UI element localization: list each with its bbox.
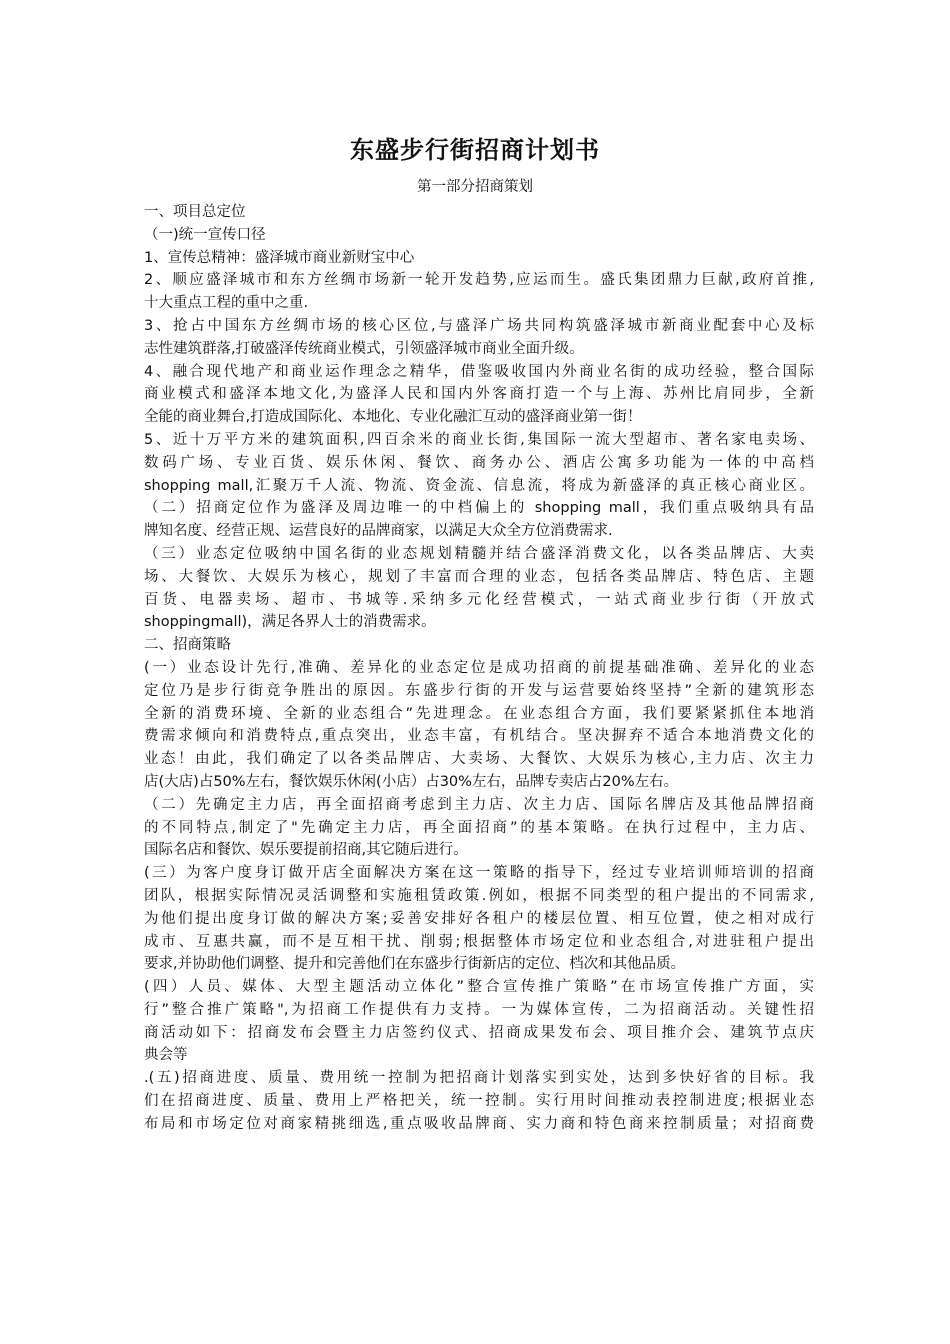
body-line: 们在招商进度、质量、费用上严格把关，统一控制。实行用时间推动表控制进度;根据业态 <box>144 1093 814 1110</box>
body-line: （一)统一宣传口径 <box>144 226 266 243</box>
body-line: （三）业态定位吸纳中国名街的业态规划精髓并结合盛泽消费文化，以各类品牌店、大卖 <box>144 545 814 562</box>
body-line: 定位乃是步行街竞争胜出的原因。东盛步行街的开发与运营要始终坚持”全新的建筑形态 <box>144 682 814 699</box>
body-line: 店(大店)占50%左右，餐饮娱乐休闲(小店）占30%左右，品牌专卖店占20%左右。 <box>144 773 679 790</box>
body-line: (一）业态设计先行,准确、差异化的业态定位是成功招商的前提基础准确、差异化的业态 <box>144 659 814 676</box>
body-line: 十大重点工程的重中之重. <box>144 295 309 312</box>
body-line: 布局和市场定位对商家精挑细选,重点吸收品牌商、实力商和特色商来控制质量；对招商费 <box>144 1115 814 1132</box>
body-line: 全新的消费环境、全新的业态组合”先进理念。在业态组合方面，我们要紧紧抓住本地消 <box>144 705 814 722</box>
body-line: 二、招商策略 <box>144 637 231 654</box>
body-line: 百货、电器卖场、超市、书城等.采纳多元化经营模式，一站式商业步行街（开放式 <box>144 591 814 608</box>
body-line: 国际名店和餐饮、娱乐要提前招商,其它随后进行。 <box>144 842 468 859</box>
body-line: 费需求倾向和消费特点,重点突出，业态丰富，有机结合。坚决摒弃不适合本地消费文化的 <box>144 728 814 745</box>
body-line: （二）先确定主力店，再全面招商考虑到主力店、次主力店、国际名牌店及其他品牌招商 <box>144 796 814 813</box>
body-line: 的不同特点,制定了"先确定主力店，再全面招商”的基本策略。在执行过程中，主力店、 <box>144 819 814 836</box>
body-line: 行”整合推广策略",为招商工作提供有力支持。一为媒体宣传，二为招商活动。关键性招 <box>144 1001 814 1018</box>
body-line: 商业模式和盛泽本地文化,为盛泽人民和国内外客商打造一个与上海、苏州比肩同步，全新 <box>144 386 814 403</box>
document-subtitle: 第一部分招商策划 <box>417 179 533 195</box>
document-title: 东盛步行街招商计划书 <box>350 135 600 164</box>
body-line: 商活动如下：招商发布会暨主力店签约仪式、招商成果发布会、项目推介会、建筑节点庆 <box>144 1024 814 1041</box>
body-line: 成市、互惠共赢，而不是互相干扰、削弱;根据整体市场定位和业态组合,对进驻租户提出 <box>144 933 814 950</box>
body-line: 4、融合现代地产和商业运作理念之精华，借鉴吸收国内外商业名街的成功经验，整合国际 <box>144 363 814 380</box>
body-line: 场、大餐饮、大娱乐为核心，规划了丰富而合理的业态，包括各类品牌店、特色店、主题 <box>144 568 814 585</box>
body-line: （二）招商定位作为盛泽及周边唯一的中档偏上的 shopping mall，我们重点吸纳具有品 <box>144 500 814 517</box>
body-line: 一、项目总定位 <box>144 204 246 220</box>
body-line: 1、宣传总精神：盛泽城市商业新财宝中心 <box>144 249 415 266</box>
body-line: shoppingmall)，满足各界人士的消费需求。 <box>144 614 436 631</box>
document-body <box>144 201 814 1136</box>
body-line: (四）人员、媒体、大型主题活动立体化”整合宣传推广策略”在市场宣传推广方面，实 <box>144 979 814 996</box>
body-line: 要求,并协助他们调整、提升和完善他们在东盛步行街新店的定位、档次和其他品质。 <box>144 956 686 973</box>
body-line: 牌知名度、经营正规、运营良好的品牌商家，以满足大众全方位消费需求. <box>144 523 613 540</box>
body-line: 数码广场、专业百货、娱乐休闲、餐饮、商务办公、酒店公寓多功能为一体的中高档 <box>144 454 814 471</box>
body-line: 团队，根据实际情况灵活调整和实施租赁政策.例如，根据不同类型的租户提出的不同需求, <box>144 887 814 904</box>
body-line: 2、顺应盛泽城市和东方丝绸市场新一轮开发趋势,应运而生。盛氏集团鼎力巨献,政府首推, <box>144 272 814 289</box>
body-line: 3、抢占中国东方丝绸市场的核心区位,与盛泽广场共同构筑盛泽城市新商业配套中心及标 <box>144 317 814 334</box>
body-line: shopping mall,汇聚万千人流、物流、资金流、信息流，将成为新盛泽的真正核心商业区。 <box>144 477 814 494</box>
body-line: (三）为客户度身订做开店全面解决方案在这一策略的指导下，经过专业培训师培训的招商 <box>144 865 814 882</box>
body-line: 为他们提出度身订做的解决方案;妥善安排好各租户的楼层位置、相互位置，使之相对成行 <box>144 910 814 927</box>
body-line: 5、近十万平方米的建筑面积,四百余米的商业长街,集国际一流大型超市、著名家电卖场、 <box>144 431 814 448</box>
body-line: 全能的商业舞台,打造成国际化、本地化、专业化融汇互动的盛泽商业第一街！ <box>144 409 642 426</box>
body-line: 业态！由此，我们确定了以各类品牌店、大卖场、大餐饮、大娱乐为核心,主力店、次主力 <box>144 751 814 768</box>
body-line: .(五)招商进度、质量、费用统一控制为把招商计划落实到实处，达到多快好省的目标。我 <box>144 1070 814 1087</box>
body-line: 志性建筑群落,打破盛泽传统商业模式，引领盛泽城市商业全面升级。 <box>144 340 584 357</box>
body-line: 典会等 <box>144 1047 188 1064</box>
